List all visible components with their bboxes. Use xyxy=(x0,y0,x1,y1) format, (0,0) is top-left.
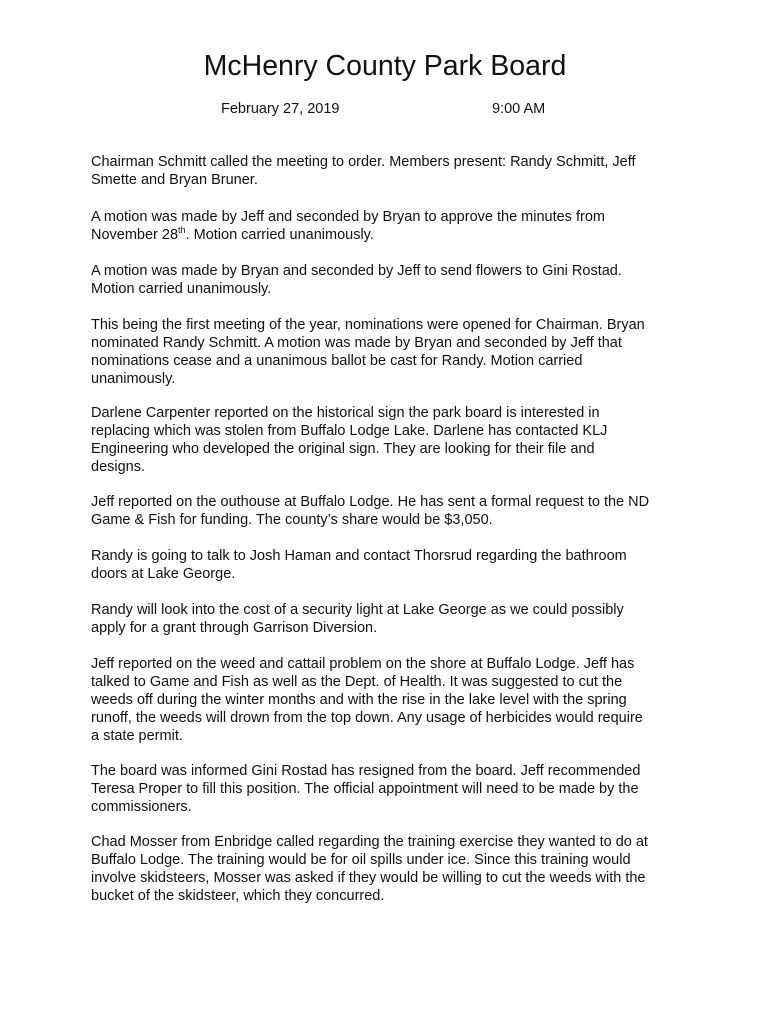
text-fragment: November 28 xyxy=(91,227,179,243)
paragraph-bathroom-doors xyxy=(91,547,691,583)
paragraph-weed-cattail xyxy=(91,655,691,745)
paragraph-enbridge-training xyxy=(91,833,691,905)
text-line: Motion carried unanimously. xyxy=(91,281,272,297)
text-line: a state permit. xyxy=(91,728,183,744)
text-line: talked to Game and Fish as well as the Dept. of Health. It was suggested to cut the xyxy=(91,674,623,690)
text-line: Chairman Schmitt called the meeting to order. Members present: Randy Schmitt, Jeff xyxy=(91,154,636,170)
paragraph-board-resignation xyxy=(91,762,691,816)
text-line: apply for a grant through Garrison Diversion. xyxy=(91,620,378,636)
text-line: weeds off during the winter months and with the rise in the lake level with the spring xyxy=(91,692,627,708)
text-line: designs. xyxy=(91,459,146,475)
ordinal-suffix: th xyxy=(178,225,186,236)
text-line: bucket of the skidsteer, which they concurred. xyxy=(91,888,385,904)
text-line: unanimously. xyxy=(91,371,176,387)
text-line: Chad Mosser from Enbridge called regarding the training exercise they wanted to do at xyxy=(91,834,648,850)
text-line: Game & Fish for funding. The county’s share would be $3,050. xyxy=(91,512,493,528)
text-line: Darlene Carpenter reported on the historical sign the park board is interested in xyxy=(91,405,600,421)
paragraph-historical-sign xyxy=(91,404,691,476)
document-title: McHenry County Park Board xyxy=(203,50,567,82)
text-line: A motion was made by Jeff and seconded by Bryan to approve the minutes from xyxy=(91,209,605,225)
meeting-date: February 27, 2019 xyxy=(221,101,340,117)
text-line: Engineering who developed the original sign. They are looking for their file and xyxy=(91,441,595,457)
text-line: Smette and Bryan Bruner. xyxy=(91,172,258,188)
text-line: Teresa Proper to fill this position. The official appointment will need to be made by the xyxy=(91,781,639,797)
paragraph-flowers-motion xyxy=(91,262,691,298)
text-line: Randy will look into the cost of a security light at Lake George as we could possibly xyxy=(91,602,624,618)
text-line: Jeff reported on the weed and cattail problem on the shore at Buffalo Lodge. Jeff has xyxy=(91,656,635,672)
text-line: The board was informed Gini Rostad has resigned from the board. Jeff recommended xyxy=(91,763,641,779)
text-line: involve skidsteers, Mosser was asked if they would be willing to cut the weeds with the xyxy=(91,870,646,886)
text-line: replacing which was stolen from Buffalo Lodge Lake. Darlene has contacted KLJ xyxy=(91,423,608,439)
text-line: runoff, the weeds will drown from the top down. Any usage of herbicides would require xyxy=(91,710,643,726)
paragraph-chairman-nomination xyxy=(91,316,691,388)
text-line: Buffalo Lodge. The training would be for oil spills under ice. Since this training would xyxy=(91,852,631,868)
paragraph-minutes-approval xyxy=(91,208,691,244)
text-line: nominations cease and a unanimous ballot be cast for Randy. Motion carried xyxy=(91,353,583,369)
text-line: doors at Lake George. xyxy=(91,566,236,582)
paragraph-call-to-order xyxy=(91,153,691,189)
text-line: This being the first meeting of the year, nominations were opened for Chairman. Bryan xyxy=(91,317,645,333)
text-line xyxy=(91,226,691,244)
paragraph-security-light xyxy=(91,601,691,637)
paragraph-outhouse xyxy=(91,493,691,529)
text-line: Jeff reported on the outhouse at Buffalo Lodge. He has sent a formal request to the ND xyxy=(91,494,650,510)
text-line: A motion was made by Bryan and seconded by Jeff to send flowers to Gini Rostad. xyxy=(91,263,622,279)
meeting-time: 9:00 AM xyxy=(492,101,546,117)
text-fragment: . Motion carried unanimously. xyxy=(185,227,374,243)
text-line: commissioners. xyxy=(91,799,192,815)
text-line: Randy is going to talk to Josh Haman and contact Thorsrud regarding the bathroom xyxy=(91,548,627,564)
text-line: nominated Randy Schmitt. A motion was made by Bryan and seconded by Jeff that xyxy=(91,335,622,351)
